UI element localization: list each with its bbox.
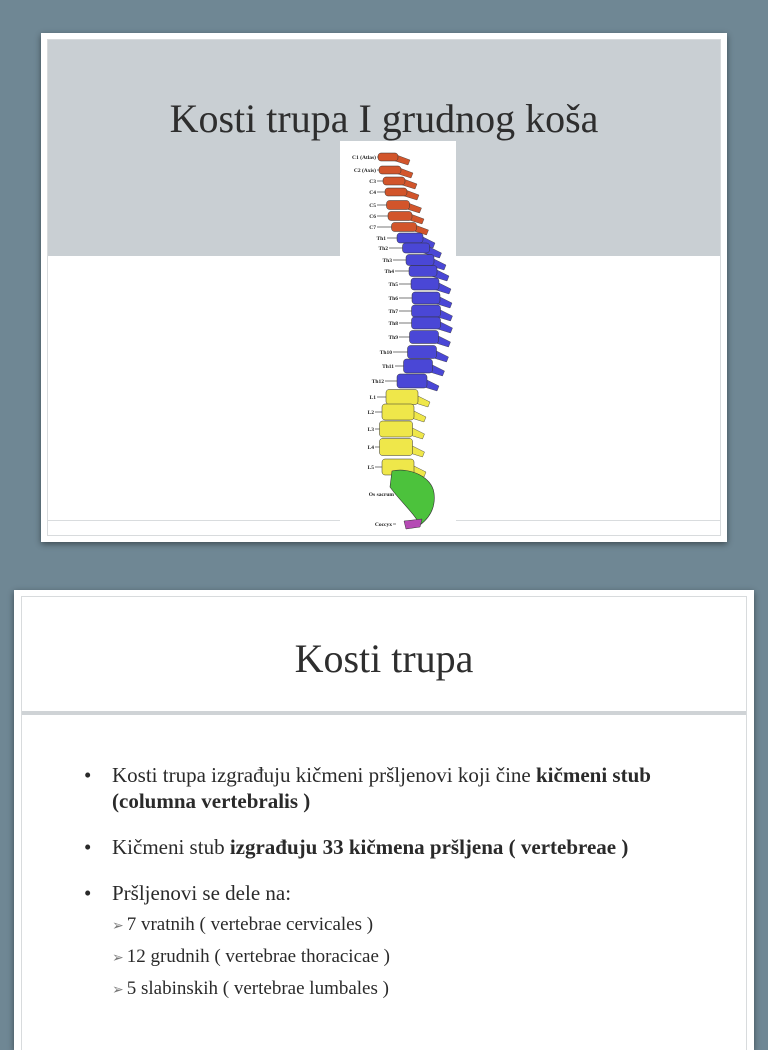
- spine-label: C6: [369, 214, 376, 220]
- spine-label: Th1: [376, 236, 386, 242]
- sub-item-text: 5 slabinskih ( vertebrae lumbales ): [126, 978, 389, 999]
- vertebra-mark: [397, 233, 423, 243]
- vertebra-mark: [412, 317, 441, 329]
- bullet-text: Kičmeni stub: [112, 835, 230, 859]
- vertebra-mark: [392, 223, 417, 232]
- spine-illustration: [340, 141, 456, 531]
- slide-2[interactable]: [14, 590, 754, 1050]
- title-divider: [22, 711, 746, 715]
- bullet-bold: kičmeni stub (columna vertebralis ): [112, 763, 651, 813]
- bullet-icon: •: [84, 763, 92, 787]
- bullet-list: [84, 762, 684, 1026]
- spine-label: Th9: [388, 335, 398, 341]
- spine-label: Th10: [379, 350, 392, 356]
- sub-item: [112, 910, 684, 942]
- vertebra-mark: [382, 404, 414, 420]
- slide-2-title: Kosti trupa: [294, 636, 474, 681]
- spine-label: L4: [367, 445, 374, 451]
- arrow-bullet-icon: ➢: [112, 951, 124, 966]
- sacrum-mark: [390, 470, 434, 525]
- vertebra-mark: [404, 359, 433, 373]
- spine-label: Coccyx: [374, 522, 392, 528]
- slide-2-frame: [21, 596, 747, 1050]
- slide-1-title: Kosti trupa I grudnog koša: [169, 96, 599, 141]
- spine-label: L2: [367, 410, 374, 416]
- vertebra-mark: [385, 188, 407, 196]
- bullet-icon: •: [84, 835, 92, 859]
- spine-label: Th7: [388, 309, 398, 315]
- vertebra-mark: [386, 390, 418, 405]
- bullet-text: Pršljenovi se dele na:: [112, 881, 292, 905]
- vertebra-mark: [380, 421, 413, 437]
- spine-label: C2 (Axis): [353, 168, 376, 174]
- vertebra-mark: [388, 212, 412, 221]
- spine-label: L5: [367, 465, 374, 471]
- vertebra-mark: [378, 153, 398, 161]
- spine-diagram: [340, 141, 456, 531]
- spine-label: Th4: [384, 269, 394, 275]
- spine-label: L1: [369, 395, 376, 401]
- bullet-bold: izgrađuju 33 kičmena pršljena ( vertebreae ): [229, 835, 629, 859]
- sub-item-text: 7 vratnih ( vertebrae cervicales ): [126, 914, 374, 935]
- sub-item: [112, 974, 684, 1006]
- spine-label: Th11: [382, 364, 394, 370]
- spine-label: L3: [367, 427, 374, 433]
- vertebra-mark: [397, 374, 427, 388]
- bullet-text: Kosti trupa izgrađuju kičmeni pršljenovi koji čine: [112, 763, 536, 787]
- arrow-bullet-icon: ➢: [112, 919, 124, 934]
- sub-item: [112, 942, 684, 974]
- vertebra-mark: [383, 177, 405, 185]
- sub-item-text: 12 grudnih ( vertebrae thoracicae ): [126, 946, 390, 967]
- spine-label: Th12: [371, 379, 384, 385]
- vertebra-mark: [411, 278, 439, 290]
- bullet-item: [84, 834, 684, 860]
- vertebra-mark: [408, 346, 437, 359]
- spine-label: C5: [369, 203, 376, 209]
- vertebra-mark: [406, 255, 434, 266]
- spine-label: C1 (Atlas): [352, 155, 376, 161]
- bullet-icon: •: [84, 881, 92, 905]
- coccyx-mark: [404, 519, 422, 529]
- spine-label: C7: [369, 225, 376, 231]
- vertebra-mark: [403, 243, 430, 253]
- vertebra-mark: [379, 166, 401, 174]
- vertebra-mark: [409, 266, 437, 277]
- spine-label: Th8: [388, 321, 398, 327]
- vertebra-mark: [412, 292, 440, 304]
- spine-label: Th2: [378, 246, 388, 252]
- bullet-item: [84, 880, 684, 1006]
- vertebra-mark: [410, 331, 439, 344]
- spine-label: Th6: [388, 296, 398, 302]
- sub-list: [112, 910, 684, 1006]
- bullet-item: [84, 762, 684, 814]
- vertebra-mark: [380, 439, 413, 456]
- spine-label: Th3: [382, 258, 392, 264]
- spine-label: Os sacrum: [368, 492, 394, 498]
- spine-label: Th5: [388, 282, 398, 288]
- arrow-bullet-icon: ➢: [112, 983, 124, 998]
- spine-label: C3: [369, 179, 376, 185]
- spine-label: C4: [369, 190, 376, 196]
- vertebra-mark: [387, 201, 410, 210]
- vertebra-mark: [412, 305, 441, 317]
